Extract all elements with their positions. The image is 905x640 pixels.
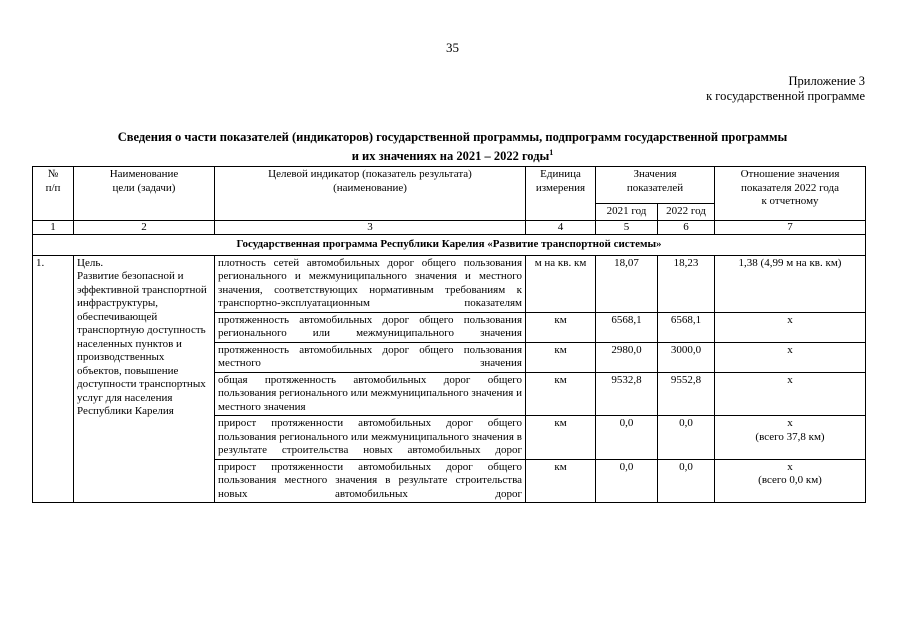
value-2021-cell: 0,0 bbox=[596, 459, 658, 503]
indicator-cell: прирост протяженности автомобильных дорог общего пользования регионального или межмуниципального значения в результате строительства новых автомобильных дорог bbox=[215, 416, 526, 460]
header-ratio: Отношение значения показателя 2022 года к отчетному bbox=[715, 167, 866, 221]
table-row bbox=[33, 255, 866, 312]
ratio-cell: х bbox=[715, 342, 866, 372]
col-number: 7 bbox=[715, 220, 866, 235]
value-2021-cell: 2980,0 bbox=[596, 342, 658, 372]
ratio-cell: х bbox=[715, 372, 866, 416]
value-2021-cell: 6568,1 bbox=[596, 312, 658, 342]
value-2022-cell: 18,23 bbox=[658, 255, 715, 312]
indicator-cell: общая протяженность автомобильных дорог общего пользования регионального или межмуниципального значения и местного значения bbox=[215, 372, 526, 416]
section-row bbox=[33, 235, 866, 256]
column-numbers-row bbox=[33, 220, 866, 235]
header-values: Значения показателей bbox=[596, 167, 715, 204]
indicators-table bbox=[32, 166, 866, 503]
value-2021-cell: 9532,8 bbox=[596, 372, 658, 416]
page-number: 35 bbox=[446, 40, 459, 55]
section-title: Государственная программа Республики Карелия «Развитие транспортной системы» bbox=[33, 235, 866, 256]
col-number: 5 bbox=[596, 220, 658, 235]
title-line-2: и их значениях на 2021 – 2022 годы bbox=[351, 149, 550, 164]
value-2022-cell: 6568,1 bbox=[658, 312, 715, 342]
title-line-2-wrap bbox=[40, 145, 865, 164]
indicator-cell: протяженность автомобильных дорог общего пользования регионального или межмуниципального значения bbox=[215, 312, 526, 342]
col-number: 3 bbox=[215, 220, 526, 235]
footnote-mark: 1 bbox=[549, 148, 554, 157]
unit-cell: м на кв. км bbox=[526, 255, 596, 312]
indicator-cell: протяженность автомобильных дорог общего пользования местного значения bbox=[215, 342, 526, 372]
col-number: 4 bbox=[526, 220, 596, 235]
col-number: 1 bbox=[33, 220, 74, 235]
value-2022-cell: 3000,0 bbox=[658, 342, 715, 372]
value-2021-cell: 0,0 bbox=[596, 416, 658, 460]
ratio-cell: х bbox=[715, 312, 866, 342]
unit-cell: км bbox=[526, 372, 596, 416]
unit-cell: км bbox=[526, 416, 596, 460]
appendix-line-2: к государственной программе bbox=[706, 89, 865, 103]
row-number: 1. bbox=[33, 255, 74, 503]
header-year-2022: 2022 год bbox=[658, 204, 715, 221]
ratio-cell: х (всего 0,0 км) bbox=[715, 459, 866, 503]
value-2022-cell: 0,0 bbox=[658, 459, 715, 503]
header-year-2021: 2021 год bbox=[596, 204, 658, 221]
unit-cell: км bbox=[526, 342, 596, 372]
header-row bbox=[33, 167, 866, 204]
ratio-cell: х (всего 37,8 км) bbox=[715, 416, 866, 460]
unit-cell: км bbox=[526, 459, 596, 503]
value-2022-cell: 9552,8 bbox=[658, 372, 715, 416]
ratio-cell: 1,38 (4,99 м на кв. км) bbox=[715, 255, 866, 312]
header-indicator: Целевой индикатор (показатель результата) (наименование) bbox=[215, 167, 526, 221]
col-number: 6 bbox=[658, 220, 715, 235]
appendix-line-1: Приложение 3 bbox=[788, 74, 865, 88]
indicator-cell: прирост протяженности автомобильных дорог общего пользования местного значения в результате строительства новых автомобильных дорог bbox=[215, 459, 526, 503]
unit-cell: км bbox=[526, 312, 596, 342]
document-title bbox=[40, 130, 865, 164]
col-number: 2 bbox=[74, 220, 215, 235]
value-2022-cell: 0,0 bbox=[658, 416, 715, 460]
indicator-cell: плотность сетей автомобильных дорог общего пользования регионального и межмуниципального значения и местного значения, соответствующих нормативным требованиям к транспортно-эксплуатационным показателям bbox=[215, 255, 526, 312]
appendix-heading bbox=[706, 74, 865, 104]
header-num: № п/п bbox=[33, 167, 74, 221]
goal-cell: Цель. Развитие безопасной и эффективной транспортной инфраструктуры, обеспечивающей транспортную доступность населенных пунктов и производственных объектов, повышение доступности транспортных услуг для населения Республики Карелия bbox=[74, 255, 215, 503]
header-unit: Единица измерения bbox=[526, 167, 596, 221]
value-2021-cell: 18,07 bbox=[596, 255, 658, 312]
title-line-1: Сведения о части показателей (индикаторов) государственной программы, подпрограмм государственной программы bbox=[117, 130, 788, 144]
header-goal: Наименование цели (задачи) bbox=[74, 167, 215, 221]
